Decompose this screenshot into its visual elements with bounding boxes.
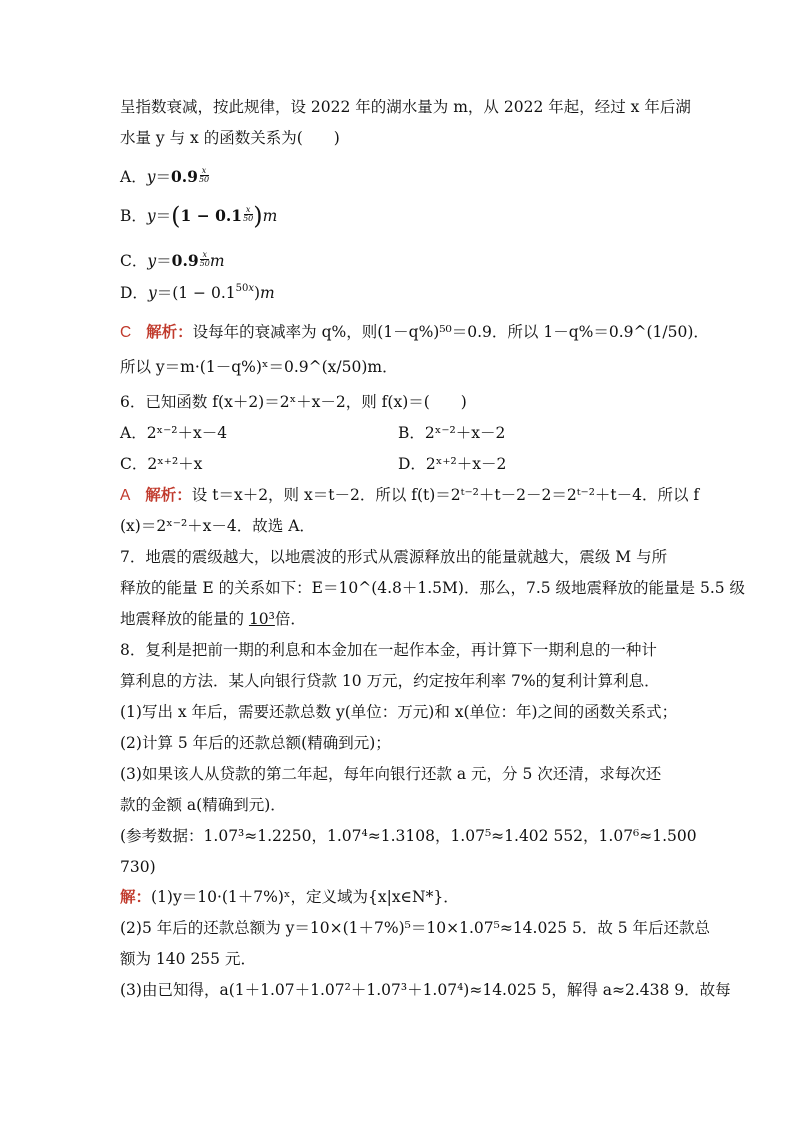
analysis-label: 解析： bbox=[146, 322, 193, 341]
problem8-ref-line2 bbox=[120, 857, 680, 877]
question-3: (3)如果该人从贷款的第二年起，每年向银行还款 a 元，分 5 次还清，求每次还 bbox=[120, 765, 662, 783]
problem5-stem-text: 呈指数衰减，按此规律，设 2022 年的湖水量为 m，从 2022 年起，经过 x 年后湖 bbox=[120, 98, 691, 116]
analysis-text2: 所以 y＝m·(1－q%)ˣ＝0.9^(x/50)m． bbox=[120, 358, 398, 376]
problem7-text: 7．地震的震级越大，以地震波的形式从震源释放出的能量就越大，震级 M 与所 bbox=[120, 548, 668, 566]
solution-label: 解： bbox=[120, 887, 152, 906]
reference-data-cont: 730) bbox=[120, 858, 156, 876]
analysis-text2: (x)＝2ˣ⁻²＋x－4．故选 A． bbox=[120, 517, 315, 535]
problem5-stem-line2 bbox=[120, 128, 680, 148]
problem5-option-d: D．$y=(1 - 0.1^{50x})m$ bbox=[120, 283, 275, 302]
problem6-analysis-line2 bbox=[120, 516, 680, 536]
problem7-answer: 10³ bbox=[248, 610, 275, 628]
problem5-stem-line1 bbox=[120, 97, 691, 117]
problem6-analysis-line1 bbox=[120, 485, 700, 506]
problem6-options-row1 bbox=[120, 423, 680, 443]
problem8-q3-line1 bbox=[120, 764, 680, 784]
question-2: (2)计算 5 年后的还款总额(精确到元)； bbox=[120, 734, 391, 752]
problem5-analysis-line2 bbox=[120, 357, 680, 377]
exp-x-over-50: $\frac{x}{50}$ bbox=[243, 205, 254, 223]
solution-1: (1)y＝10·(1＋7%)ˣ，定义域为{x|x∈N*}． bbox=[151, 888, 459, 906]
problem8-line1 bbox=[120, 640, 680, 660]
problem8-q3-line2 bbox=[120, 795, 680, 815]
answer-letter: A bbox=[120, 487, 131, 504]
problem8-q2 bbox=[120, 733, 680, 753]
problem5-option-b: B．y＝(1 − 0.1 $\frac{x}{50}$ )m bbox=[120, 202, 278, 230]
problem7-line2 bbox=[120, 578, 746, 598]
problem7-text3: 地震释放的能量的 bbox=[120, 610, 249, 628]
analysis-text: 设 t＝x＋2，则 x＝t－2．所以 f(t)＝2ᵗ⁻²＋t－2－2＝2ᵗ⁻²＋t－4．所以 f bbox=[191, 486, 700, 504]
problem8-text2: 算利息的方法．某人向银行贷款 10 万元，约定按年利率 7%的复利计算利息． bbox=[120, 672, 660, 690]
problem6-options-row2 bbox=[120, 454, 680, 474]
option-a: A．2ˣ⁻²＋x－4 bbox=[120, 424, 228, 442]
answer-letter: C bbox=[120, 324, 132, 341]
exp-x-over-50: $\frac{x}{50}$ bbox=[198, 166, 210, 184]
problem8-q1 bbox=[120, 702, 680, 722]
solution-2-cont: 额为 140 255 元． bbox=[120, 950, 256, 968]
problem7-text3-post: 倍． bbox=[274, 610, 306, 628]
question-3-cont: 款的金额 a(精确到元)． bbox=[120, 796, 286, 814]
option-c: C．2ˣ⁺²＋x bbox=[120, 455, 203, 473]
problem8-sol2-line2 bbox=[120, 949, 680, 969]
solution-3: (3)由已知得，a(1＋1.07＋1.07²＋1.07³＋1.07⁴)≈14.025 5，解得 a≈2.438 9．故每 bbox=[120, 981, 731, 999]
option-b: B．2ˣ⁻²＋x－2 bbox=[398, 424, 506, 442]
problem7-text2: 释放的能量 E 的关系如下：E＝10^(4.8＋1.5M)．那么，7.5 级地震释放的能量是 5.5 级 bbox=[120, 579, 746, 597]
solution-2: (2)5 年后的还款总额为 y＝10×(1＋7%)⁵＝10×1.07⁵≈14.025 5．故 5 年后还款总 bbox=[120, 919, 711, 937]
problem6-stem-text: 6．已知函数 f(x＋2)＝2ˣ＋x－2，则 f(x)＝( ) bbox=[120, 393, 467, 411]
option-d: D．2ˣ⁺²＋x－2 bbox=[398, 455, 507, 473]
problem8-sol3 bbox=[120, 980, 731, 1000]
problem7-line1 bbox=[120, 547, 680, 567]
problem6-stem bbox=[120, 392, 680, 412]
problem8-ref-line1 bbox=[120, 826, 697, 846]
problem5-stem-text2: 水量 y 与 x 的函数关系为( ) bbox=[120, 129, 340, 147]
problem5-option-a: A．y＝0.9 $\frac{x}{50}$ bbox=[120, 166, 210, 186]
problem5-option-c: C．y＝0.9 $\frac{x}{50}$ m bbox=[120, 250, 225, 270]
question-1: (1)写出 x 年后，需要还款总数 y(单位：万元)和 x(单位：年)之间的函数关系式； bbox=[120, 703, 678, 721]
problem8-sol1 bbox=[120, 887, 680, 907]
problem8-sol2-line1 bbox=[120, 918, 711, 938]
problem5-analysis-line1 bbox=[120, 322, 709, 343]
problem8-text: 8．复利是把前一期的利息和本金加在一起作本金，再计算下一期利息的一种计 bbox=[120, 641, 657, 659]
analysis-text: 设每年的衰减率为 q%，则(1－q%)⁵⁰＝0.9．所以 1－q%＝0.9^(1/50)． bbox=[192, 323, 709, 341]
exp-x-over-50: $\frac{x}{50}$ bbox=[199, 250, 210, 268]
analysis-label: 解析： bbox=[145, 485, 192, 504]
problem8-line2 bbox=[120, 671, 680, 691]
problem7-line3 bbox=[120, 609, 680, 629]
reference-data: (参考数据：1.07³≈1.2250，1.07⁴≈1.3108，1.07⁵≈1.402 552，1.07⁶≈1.500 bbox=[120, 827, 697, 845]
